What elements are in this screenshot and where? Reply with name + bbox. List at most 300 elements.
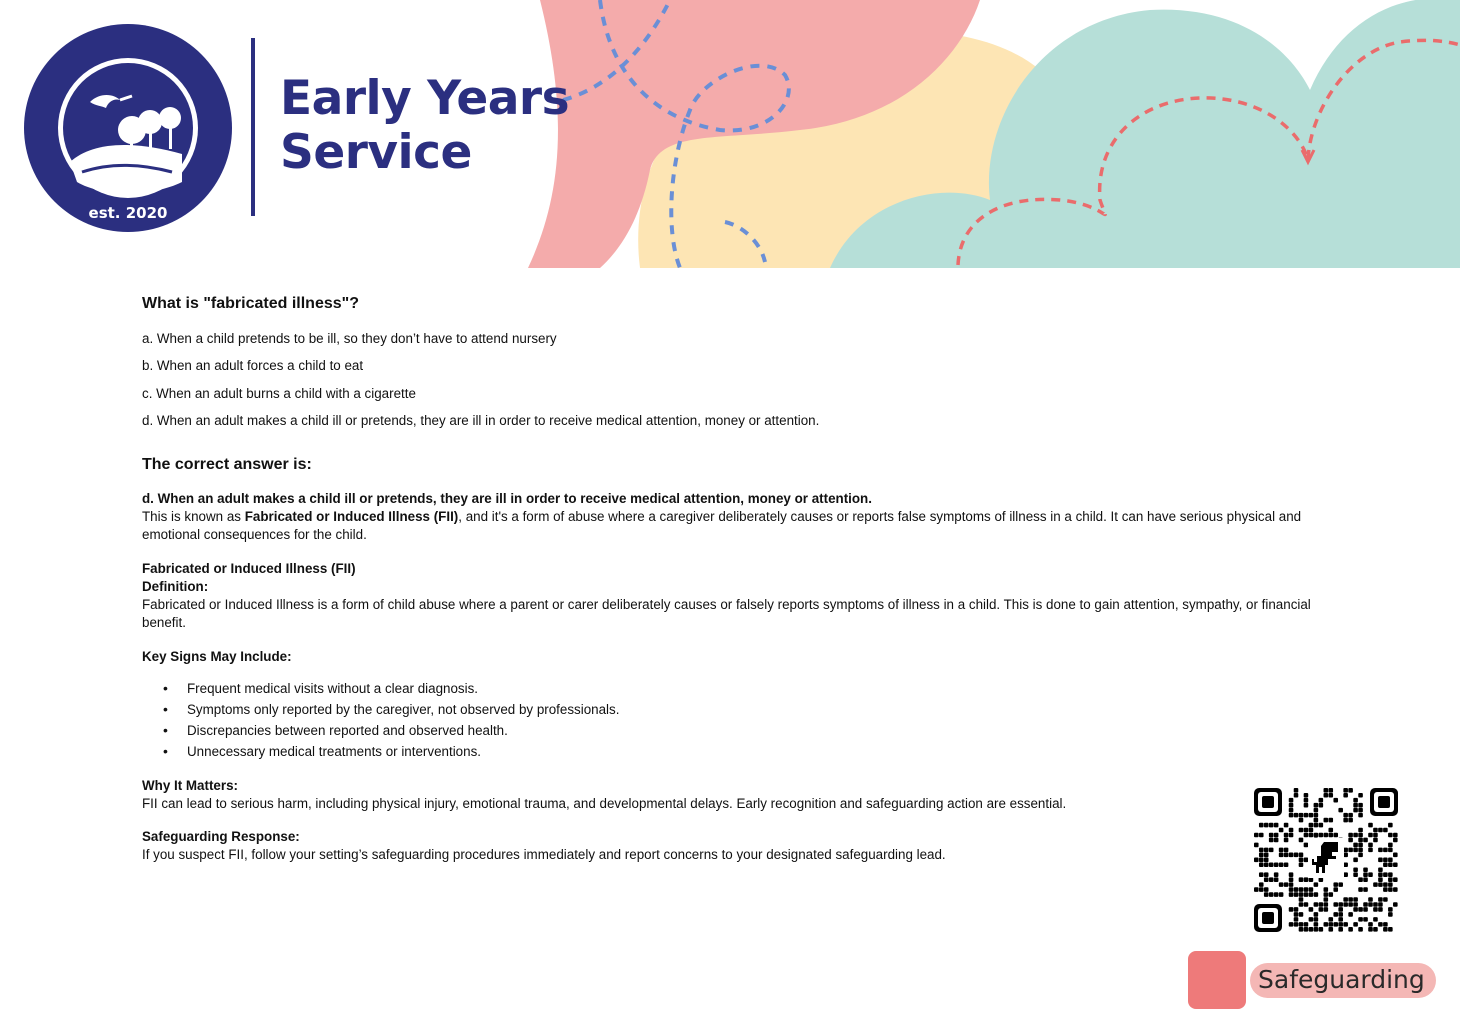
qr-module	[1324, 897, 1329, 902]
qr-module	[1304, 922, 1309, 927]
qr-module	[1289, 803, 1294, 808]
qr-module	[1378, 848, 1383, 853]
qr-module	[1324, 922, 1329, 927]
logo-ring-text: BUCKINGHAMSHIRE COUNCIL	[22, 5, 358, 27]
qr-module	[1363, 917, 1368, 922]
qr-module	[1328, 793, 1333, 798]
qr-module	[1289, 808, 1294, 813]
definition-label: Definition:	[142, 579, 209, 594]
qr-module	[1309, 877, 1314, 882]
qr-module	[1368, 823, 1373, 828]
qr-module	[1383, 882, 1388, 887]
qr-module	[1264, 862, 1269, 867]
qr-module	[1319, 803, 1324, 808]
qr-module	[1373, 927, 1378, 932]
qr-module	[1368, 897, 1373, 902]
qr-module	[1338, 922, 1343, 927]
qr-module	[1383, 828, 1388, 833]
qr-module	[1274, 823, 1279, 828]
qr-module	[1348, 788, 1353, 793]
qr-module	[1259, 833, 1264, 838]
qr-module	[1289, 882, 1294, 887]
qr-module	[1378, 902, 1383, 907]
qr-module	[1343, 872, 1348, 877]
qr-module	[1388, 823, 1393, 828]
qr-module	[1279, 892, 1284, 897]
qr-module	[1314, 917, 1319, 922]
qr-module	[1314, 892, 1319, 897]
qr-module	[1358, 838, 1363, 843]
qr-module	[1304, 927, 1309, 932]
qr-module	[1274, 872, 1279, 877]
qr-module	[1393, 862, 1398, 867]
qr-module	[1309, 907, 1314, 912]
qr-module	[1333, 798, 1338, 803]
qr-module	[1259, 848, 1264, 853]
qr-module	[1388, 872, 1393, 877]
qr-module	[1294, 892, 1299, 897]
qr-module	[1373, 907, 1378, 912]
known-as-suffix: , and it's a form of abuse where a caregiver deliberately causes or reports false symptoms of illness in a child. It can have serious physical and emotional consequences for the child.	[142, 509, 1302, 542]
qr-module	[1368, 872, 1373, 877]
definition-text: Fabricated or Induced Illness is a form of child abuse where a parent or carer deliberately causes or falsely reports symptoms of illness in a child. This is done to gain attention, sympathy, or financial benefit.	[142, 597, 1311, 630]
qr-module	[1388, 907, 1393, 912]
qr-module	[1289, 853, 1294, 858]
qr-module	[1343, 902, 1348, 907]
qr-module	[1353, 907, 1358, 912]
qr-module	[1333, 882, 1338, 887]
qr-module	[1383, 848, 1388, 853]
qr-module	[1304, 858, 1309, 863]
qr-module	[1264, 872, 1269, 877]
qr-module	[1393, 877, 1398, 882]
header-divider	[251, 38, 255, 216]
qr-module	[1383, 887, 1388, 892]
qr-module	[1353, 867, 1358, 872]
qr-module	[1299, 927, 1304, 932]
qr-module	[1343, 922, 1348, 927]
qr-module	[1289, 813, 1294, 818]
main-content	[142, 294, 1322, 864]
qr-module	[1314, 912, 1319, 917]
qr-module	[1383, 858, 1388, 863]
qr-module	[1388, 848, 1393, 853]
qr-module	[1363, 877, 1368, 882]
qr-module	[1304, 793, 1309, 798]
qr-module	[1314, 818, 1319, 823]
qr-module	[1304, 843, 1309, 848]
qr-module	[1324, 788, 1329, 793]
qr-module	[1264, 877, 1269, 882]
qr-module	[1378, 867, 1383, 872]
qr-module	[1358, 828, 1363, 833]
qr-code[interactable]	[1254, 788, 1398, 932]
qr-module	[1338, 917, 1343, 922]
question-title: What is "fabricated illness"?	[142, 295, 359, 312]
qr-module	[1309, 917, 1314, 922]
qr-module	[1373, 828, 1378, 833]
qr-module	[1299, 897, 1304, 902]
qr-module	[1358, 843, 1363, 848]
qr-module	[1319, 833, 1324, 838]
qr-module	[1393, 833, 1398, 838]
qr-module	[1368, 902, 1373, 907]
qr-module	[1358, 907, 1363, 912]
qr-module	[1299, 877, 1304, 882]
qr-module	[1343, 848, 1348, 853]
qr-module	[1314, 902, 1319, 907]
qr-module	[1348, 833, 1353, 838]
qr-module	[1274, 892, 1279, 897]
qr-module	[1378, 858, 1383, 863]
qr-module	[1363, 838, 1368, 843]
qr-module	[1269, 838, 1274, 843]
qr-module	[1328, 892, 1333, 897]
qr-module	[1259, 882, 1264, 887]
qr-module	[1294, 813, 1299, 818]
qr-module	[1284, 882, 1289, 887]
option-b: b. When an adult forces a child to eat	[142, 358, 364, 373]
qr-module	[1319, 902, 1324, 907]
signs-list	[142, 678, 1322, 762]
page-header	[0, 0, 1460, 268]
qr-module	[1388, 877, 1393, 882]
qr-module	[1388, 843, 1393, 848]
qr-module	[1343, 897, 1348, 902]
qr-module	[1343, 862, 1348, 867]
qr-module	[1254, 887, 1259, 892]
qr-module	[1289, 872, 1294, 877]
badge-label: Safeguarding	[1258, 965, 1425, 994]
list-item: • Symptoms only reported by the caregiver, not observed by professionals.	[142, 699, 1322, 720]
qr-module	[1353, 902, 1358, 907]
qr-module	[1373, 838, 1378, 843]
qr-module	[1299, 922, 1304, 927]
qr-module	[1328, 833, 1333, 838]
qr-module	[1279, 862, 1284, 867]
qr-module	[1358, 853, 1363, 858]
qr-module	[1259, 858, 1264, 863]
qr-module	[1294, 907, 1299, 912]
qr-module	[1309, 833, 1314, 838]
definition-title: Fabricated or Induced Illness (FII)	[142, 561, 356, 576]
qr-module	[1373, 917, 1378, 922]
qr-module	[1259, 862, 1264, 867]
why-text: FII can lead to serious harm, including physical injury, emotional trauma, and developmental delays. Early recognition and safeguarding action are essential.	[142, 796, 1067, 811]
qr-module	[1338, 912, 1343, 917]
qr-module	[1338, 882, 1343, 887]
qr-module	[1269, 862, 1274, 867]
known-as-prefix: This is known as	[142, 509, 245, 524]
qr-module	[1378, 882, 1383, 887]
qr-module	[1368, 927, 1373, 932]
qr-module	[1338, 902, 1343, 907]
qr-module	[1299, 838, 1304, 843]
qr-module	[1358, 848, 1363, 853]
qr-module	[1358, 917, 1363, 922]
why-title: Why It Matters:	[142, 778, 238, 793]
qr-module	[1304, 803, 1309, 808]
qr-module	[1358, 813, 1363, 818]
qr-module	[1348, 897, 1353, 902]
qr-module	[1289, 798, 1294, 803]
qr-module	[1353, 897, 1358, 902]
qr-module	[1393, 902, 1398, 907]
qr-module	[1328, 927, 1333, 932]
qr-module	[1304, 877, 1309, 882]
qr-module	[1348, 902, 1353, 907]
qr-module	[1284, 833, 1289, 838]
list-item: • Frequent medical visits without a clear diagnosis.	[142, 678, 1322, 699]
qr-module	[1333, 922, 1338, 927]
qr-module	[1259, 872, 1264, 877]
qr-module	[1324, 892, 1329, 897]
qr-module	[1289, 887, 1294, 892]
qr-module	[1363, 867, 1368, 872]
qr-module	[1353, 843, 1358, 848]
qr-module	[1284, 838, 1289, 843]
option-d: d. When an adult makes a child ill or pretends, they are ill in order to receive medical attention, money or attention.	[142, 413, 820, 428]
qr-module	[1299, 862, 1304, 867]
qr-module	[1368, 922, 1373, 927]
qr-module	[1393, 853, 1398, 858]
qr-module	[1373, 833, 1378, 838]
qr-module	[1294, 793, 1299, 798]
service-title	[280, 72, 569, 180]
qr-module	[1333, 912, 1338, 917]
qr-module	[1304, 828, 1309, 833]
qr-module	[1353, 798, 1358, 803]
qr-module	[1279, 848, 1284, 853]
qr-module	[1383, 922, 1388, 927]
qr-module	[1358, 808, 1363, 813]
qr-module	[1289, 907, 1294, 912]
qr-module	[1328, 818, 1333, 823]
qr-module	[1368, 848, 1373, 853]
qr-module	[1279, 853, 1284, 858]
qr-module	[1314, 823, 1319, 828]
qr-module	[1274, 877, 1279, 882]
qr-module	[1314, 813, 1319, 818]
qr-module	[1348, 848, 1353, 853]
option-a: a. When a child pretends to be ill, so they don’t have to attend nursery	[142, 331, 557, 346]
qr-module	[1324, 833, 1329, 838]
qr-module	[1348, 912, 1353, 917]
qr-module	[1383, 897, 1388, 902]
qr-module	[1254, 843, 1259, 848]
qr-module	[1294, 887, 1299, 892]
qr-module	[1299, 892, 1304, 897]
qr-module	[1378, 872, 1383, 877]
qr-module	[1264, 853, 1269, 858]
dinosaur-icon	[1308, 838, 1344, 878]
qr-module	[1299, 912, 1304, 917]
qr-module	[1388, 927, 1393, 932]
qr-module	[1378, 907, 1383, 912]
qr-module	[1309, 927, 1314, 932]
qr-module	[1348, 813, 1353, 818]
qr-module	[1304, 887, 1309, 892]
qr-module	[1363, 887, 1368, 892]
qr-module	[1314, 882, 1319, 887]
qr-module	[1259, 887, 1264, 892]
qr-module	[1284, 862, 1289, 867]
qr-module	[1373, 902, 1378, 907]
qr-module	[1264, 858, 1269, 863]
qr-module	[1343, 793, 1348, 798]
qr-module	[1393, 838, 1398, 843]
qr-module	[1309, 823, 1314, 828]
qr-module	[1259, 823, 1264, 828]
answer-heading: The correct answer is:	[142, 456, 312, 473]
qr-module	[1328, 917, 1333, 922]
qr-module	[1378, 877, 1383, 882]
qr-module	[1388, 862, 1393, 867]
qr-module	[1338, 927, 1343, 932]
qr-module	[1309, 892, 1314, 897]
qr-module	[1363, 902, 1368, 907]
qr-module	[1264, 848, 1269, 853]
qr-module	[1393, 887, 1398, 892]
qr-module	[1324, 907, 1329, 912]
qr-module	[1299, 902, 1304, 907]
logo-est-text: est. 2020	[88, 204, 168, 222]
known-as-paragraph	[142, 508, 1322, 544]
qr-module	[1299, 813, 1304, 818]
qr-module	[1289, 828, 1294, 833]
qr-module	[1388, 887, 1393, 892]
qr-module	[1299, 887, 1304, 892]
qr-module	[1363, 907, 1368, 912]
qr-module	[1319, 798, 1324, 803]
qr-module	[1383, 927, 1388, 932]
qr-module	[1363, 872, 1368, 877]
qr-module	[1353, 803, 1358, 808]
qr-module	[1309, 887, 1314, 892]
qr-module	[1348, 838, 1353, 843]
qr-module	[1388, 858, 1393, 863]
qr-module	[1274, 862, 1279, 867]
qr-module	[1388, 833, 1393, 838]
qr-module	[1324, 902, 1329, 907]
council-logo	[22, 5, 358, 234]
answer-text: d. When an adult makes a child ill or pretends, they are ill in order to receive medical attention, money or attention.	[142, 491, 872, 506]
qr-module	[1328, 788, 1333, 793]
qr-module	[1304, 902, 1309, 907]
qr-module	[1299, 858, 1304, 863]
qr-module	[1343, 813, 1348, 818]
qr-module	[1338, 907, 1343, 912]
qr-module	[1358, 793, 1363, 798]
signs-title: Key Signs May Include:	[142, 649, 292, 664]
qr-module	[1333, 902, 1338, 907]
qr-module	[1383, 872, 1388, 877]
qr-module	[1353, 808, 1358, 813]
qr-module	[1299, 853, 1304, 858]
qr-module	[1378, 922, 1383, 927]
qr-module	[1299, 818, 1304, 823]
known-as-term: Fabricated or Induced Illness (FII)	[244, 509, 459, 524]
list-item: • Unnecessary medical treatments or interventions.	[142, 741, 1322, 762]
qr-module	[1388, 912, 1393, 917]
qr-module	[1319, 907, 1324, 912]
qr-module	[1304, 833, 1309, 838]
qr-module	[1383, 862, 1388, 867]
qr-module	[1314, 803, 1319, 808]
qr-module	[1264, 892, 1269, 897]
qr-module	[1358, 927, 1363, 932]
qr-module	[1348, 927, 1353, 932]
qr-module	[1294, 922, 1299, 927]
qr-module	[1294, 912, 1299, 917]
qr-module	[1358, 803, 1363, 808]
qr-module	[1269, 823, 1274, 828]
qr-module	[1338, 808, 1343, 813]
qr-module	[1304, 798, 1309, 803]
qr-module	[1269, 848, 1274, 853]
qr-module	[1319, 823, 1324, 828]
qr-module	[1333, 833, 1338, 838]
qr-module	[1353, 833, 1358, 838]
qr-module	[1343, 853, 1348, 858]
qr-module	[1304, 892, 1309, 897]
qr-module	[1378, 897, 1383, 902]
qr-module	[1328, 828, 1333, 833]
qr-module	[1324, 887, 1329, 892]
qr-module	[1269, 892, 1274, 897]
qr-module	[1314, 833, 1319, 838]
qr-module	[1259, 853, 1264, 858]
qr-module	[1254, 858, 1259, 863]
qr-module	[1284, 823, 1289, 828]
qr-module	[1264, 887, 1269, 892]
brand-line-2: Service	[280, 125, 472, 180]
qr-module	[1328, 922, 1333, 927]
qr-module	[1358, 877, 1363, 882]
qr-module	[1368, 843, 1373, 848]
qr-module	[1373, 882, 1378, 887]
qr-module	[1358, 887, 1363, 892]
qr-module	[1289, 892, 1294, 897]
qr-module	[1289, 922, 1294, 927]
qr-module	[1274, 833, 1279, 838]
qr-module	[1333, 887, 1338, 892]
qr-module	[1294, 788, 1299, 793]
qr-module	[1284, 853, 1289, 858]
qr-module	[1343, 788, 1348, 793]
qr-module	[1299, 828, 1304, 833]
qr-module	[1269, 877, 1274, 882]
qr-module	[1294, 917, 1299, 922]
response-text: If you suspect FII, follow your setting’s safeguarding procedures immediately and report concerns to your designated safeguarding lead.	[142, 847, 946, 862]
qr-module	[1343, 818, 1348, 823]
qr-module	[1309, 828, 1314, 833]
badge-square-icon	[1188, 951, 1246, 1009]
qr-module	[1254, 833, 1259, 838]
qr-module	[1353, 858, 1358, 863]
response-title: Safeguarding Response:	[142, 829, 300, 844]
brand-line-1: Early Years	[280, 71, 570, 126]
qr-module	[1289, 877, 1294, 882]
list-item: • Discrepancies between reported and observed health.	[142, 720, 1322, 741]
qr-module	[1348, 818, 1353, 823]
option-c: c. When an adult burns a child with a cigarette	[142, 386, 416, 401]
qr-module	[1378, 828, 1383, 833]
qr-module	[1353, 848, 1358, 853]
qr-module	[1264, 823, 1269, 828]
qr-module	[1279, 828, 1284, 833]
qr-module	[1324, 793, 1329, 798]
